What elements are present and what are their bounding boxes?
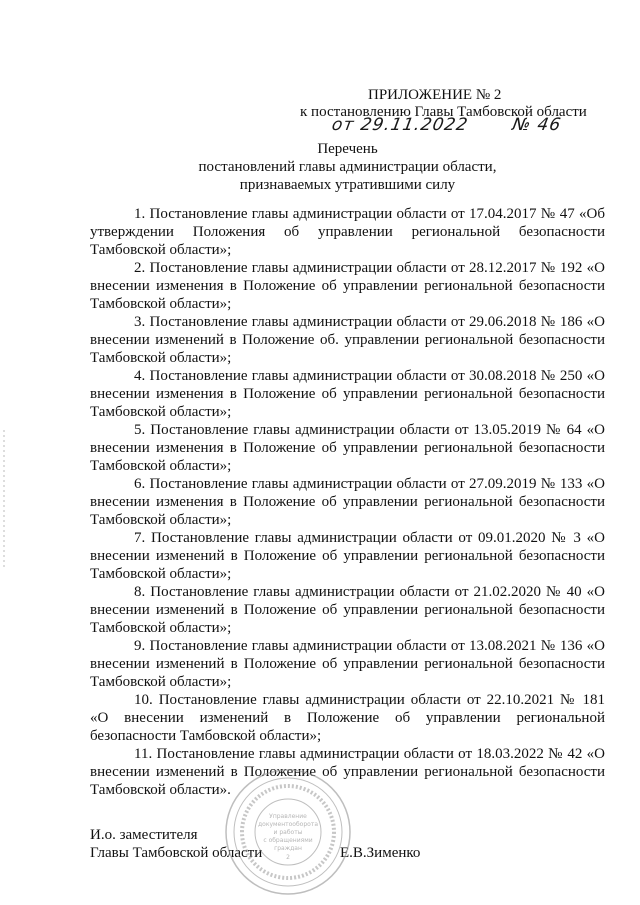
handwritten-date-number [330, 115, 563, 135]
list-item-text: Постановление главы администрации области от 17.04.2017 № 47 «Об утверждении Положения об управлении региональной безопасности Тамбовской области»; [90, 206, 605, 258]
svg-text:с обращениями: с обращениями [263, 837, 313, 844]
list-item-number: 9. [134, 638, 146, 654]
list-item [90, 637, 605, 691]
list-item-text: Постановление главы администрации области от 27.09.2019 № 133 «О внесении изменения в Положение об управлении региональной безопасности Тамбовской области»; [90, 476, 605, 528]
handwritten-number: № 46 [510, 115, 563, 135]
resolution-list [90, 205, 605, 799]
list-item-text: Постановление главы администрации области от 09.01.2020 № 3 «О внесении изменений в Положение об управлении региональной безопасности Тамбовской области»; [90, 530, 605, 582]
signer-position-line-1: И.о. заместителя [90, 827, 198, 843]
list-item [90, 529, 605, 583]
list-item-text: Постановление главы администрации области от 29.06.2018 № 186 «О внесении изменений в Положение об. управлении региональной безопасности Тамбовской области»; [90, 314, 605, 366]
heading-line-3: признаваемых утратившими силу [239, 177, 456, 193]
list-item-number: 2. [134, 260, 146, 276]
document-heading [90, 140, 605, 194]
svg-text:2: 2 [286, 854, 290, 861]
margin-scan-mark [2, 430, 6, 570]
list-item [90, 313, 605, 367]
list-item [90, 691, 605, 745]
list-item [90, 421, 605, 475]
list-item-number: 3. [134, 314, 146, 330]
list-item-text: Постановление главы администрации области от 13.08.2021 № 136 «О внесении изменений в Положение об управлении региональной безопасности Тамбовской области»; [90, 638, 605, 690]
appendix-reference: к постановлению Главы Тамбовской области [300, 104, 587, 120]
list-item-number: 6. [134, 476, 146, 492]
list-item-number: 8. [134, 584, 146, 600]
handwritten-prefix: от [330, 115, 357, 135]
svg-text:граждан: граждан [274, 845, 302, 852]
signer-name: Е.В.Зименко [340, 845, 421, 861]
list-item [90, 367, 605, 421]
official-stamp [222, 766, 354, 898]
list-item-text: Постановление главы администрации области от 18.03.2022 № 42 «О внесении изменений в Положение об управлении региональной безопасности Тамбовской области». [90, 746, 606, 798]
handwritten-date: 29.11.2022 [358, 115, 470, 135]
list-item-text: Постановление главы администрации области от 21.02.2020 № 40 «О внесении изменений в Положение об управлении региональной безопасности Тамбовской области»; [90, 584, 605, 636]
list-item-number: 7. [134, 530, 146, 546]
list-item-number: 5. [134, 422, 146, 438]
heading-line-1: Перечень [317, 141, 378, 157]
list-item-text: Постановление главы администрации области от 28.12.2017 № 192 «О внесении изменения в Положение об управлении региональной безопасности Тамбовской области»; [90, 260, 605, 312]
list-item-number: 1. [134, 206, 146, 222]
list-item [90, 475, 605, 529]
list-item [90, 259, 605, 313]
list-item-text: Постановление главы администрации области от 22.10.2021 № 181 «О внесении изменений в Положение об управлении региональной безопасности Тамбовской области»; [90, 692, 605, 744]
list-item [90, 205, 605, 259]
signer-position-line-2: Главы Тамбовской области [90, 845, 263, 861]
list-item-text: Постановление главы администрации области от 13.05.2019 № 64 «О внесении изменения в Положение об управлении региональной безопасности Тамбовской области»; [90, 422, 605, 474]
svg-text:Управление: Управление [269, 813, 307, 820]
svg-text:и работы: и работы [273, 829, 303, 836]
list-item-number: 4. [134, 368, 146, 384]
list-item-number: 11. [134, 746, 153, 762]
svg-text:документооборота: документооборота [258, 821, 318, 828]
list-item-text: Постановление главы администрации области от 30.08.2018 № 250 «О внесении изменения в Положение об управлении региональной безопасности Тамбовской области»; [90, 368, 605, 420]
appendix-title: ПРИЛОЖЕНИЕ № 2 [368, 87, 502, 103]
heading-line-2: постановлений главы администрации области, [198, 159, 497, 175]
list-item-number: 10. [134, 692, 153, 708]
list-item [90, 583, 605, 637]
